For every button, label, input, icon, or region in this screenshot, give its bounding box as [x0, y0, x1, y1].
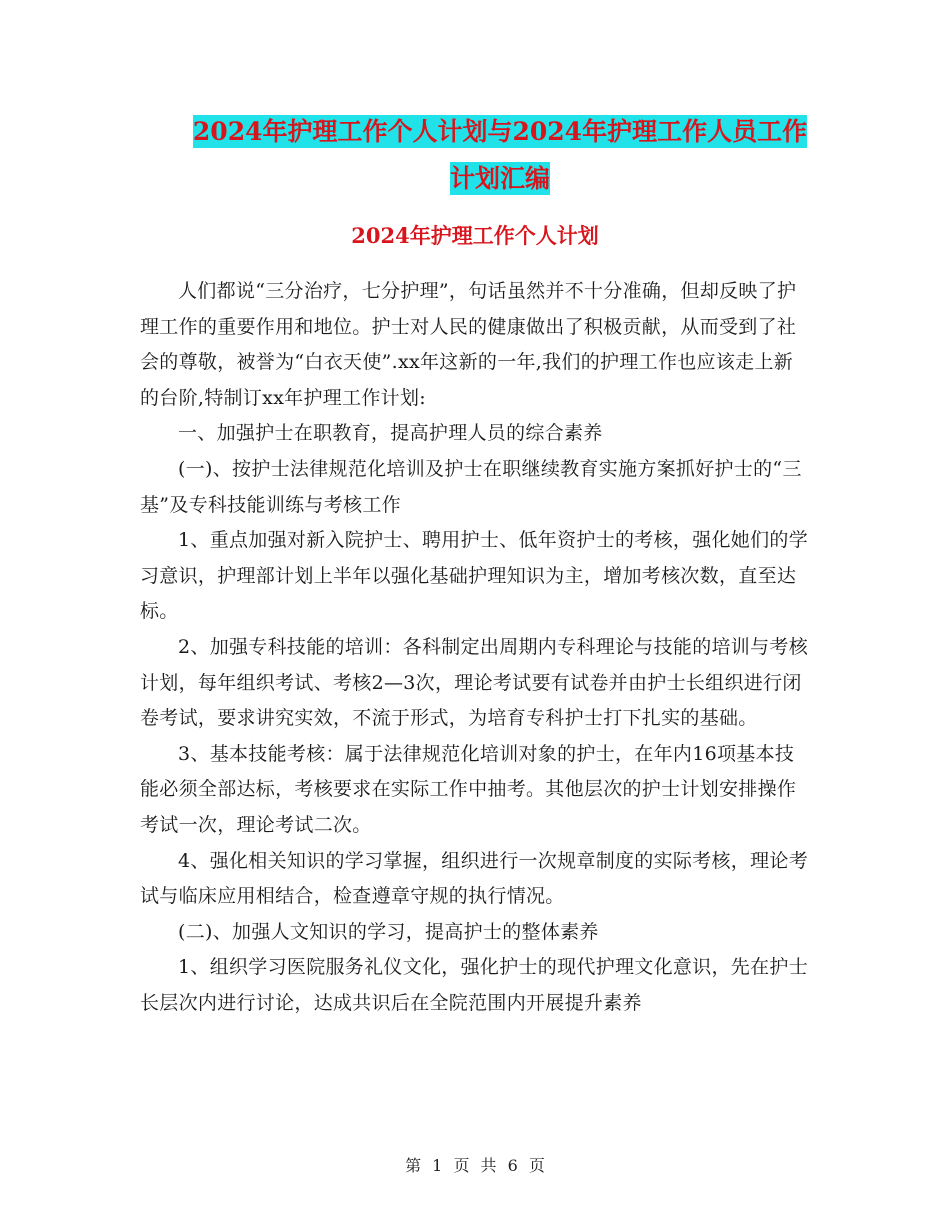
page-footer: 第 1 页 共 6 页	[405, 1156, 545, 1175]
paragraph-intro: 人们都说“三分治疗，七分护理”，句话虽然并不十分准确，但却反映了护理工作的重要作用和地位。护士对人民的健康做出了积极贡献，从而受到了社会的尊敬，被誉为“白衣天使”.xx年这新的一年,我们的护理工作也应该走上新的台阶,特制订xx年护理工作计划:	[140, 280, 797, 409]
document-body	[140, 274, 810, 1021]
subheading-1: (一)、按护士法律规范化培训及护士在职继续教育实施方案抓好护士的“三基”及专科技能训练与考核工作	[140, 457, 802, 516]
paragraph-item-3: 3、基本技能考核：属于法律规范化培训对象的护士，在年内16项基本技能必须全部达标，考核要求在实际工作中抽考。其他层次的护士计划安排操作考试一次，理论考试二次。	[140, 742, 797, 836]
paragraph-item-1: 1、重点加强对新入院护士、聘用护士、低年资护士的考核，强化她们的学习意识，护理部计划上半年以强化基础护理知识为主，增加考核次数，直至达标。	[140, 529, 808, 623]
title-line-1: 2024年护理工作个人计划与2024年护理工作人员工作	[192, 117, 808, 146]
paragraph-item-4: 4、强化相关知识的学习掌握，组织进行一次规章制度的实际考核，理论考试与临床应用相结合，检查遵章守规的执行情况。	[140, 849, 808, 908]
section-title: 2024年护理工作个人计划	[351, 223, 599, 248]
paragraph-item-2: 2、加强专科技能的培训：各科制定出周期内专科理论与技能的培训与考核计划，每年组织考试、考核2—3次，理论考试要有试卷并由护士长组织进行闭卷考试，要求讲究实效，不流于形式，为培育专科护士打下扎实的基础。	[140, 635, 808, 730]
subheading-2: (二)、加强人文知识的学习，提高护士的整体素养	[178, 920, 599, 943]
title-line-2: 计划汇编	[449, 164, 550, 193]
paragraph-item-5: 1、组织学习医院服务礼仪文化，强化护士的现代护理文化意识，先在护士长层次内进行讨论，达成共识后在全院范围内开展提升素养	[140, 956, 808, 1014]
document-title	[120, 108, 880, 202]
heading-1: 一、加强护士在职教育，提高护理人员的综合素养	[178, 422, 603, 445]
